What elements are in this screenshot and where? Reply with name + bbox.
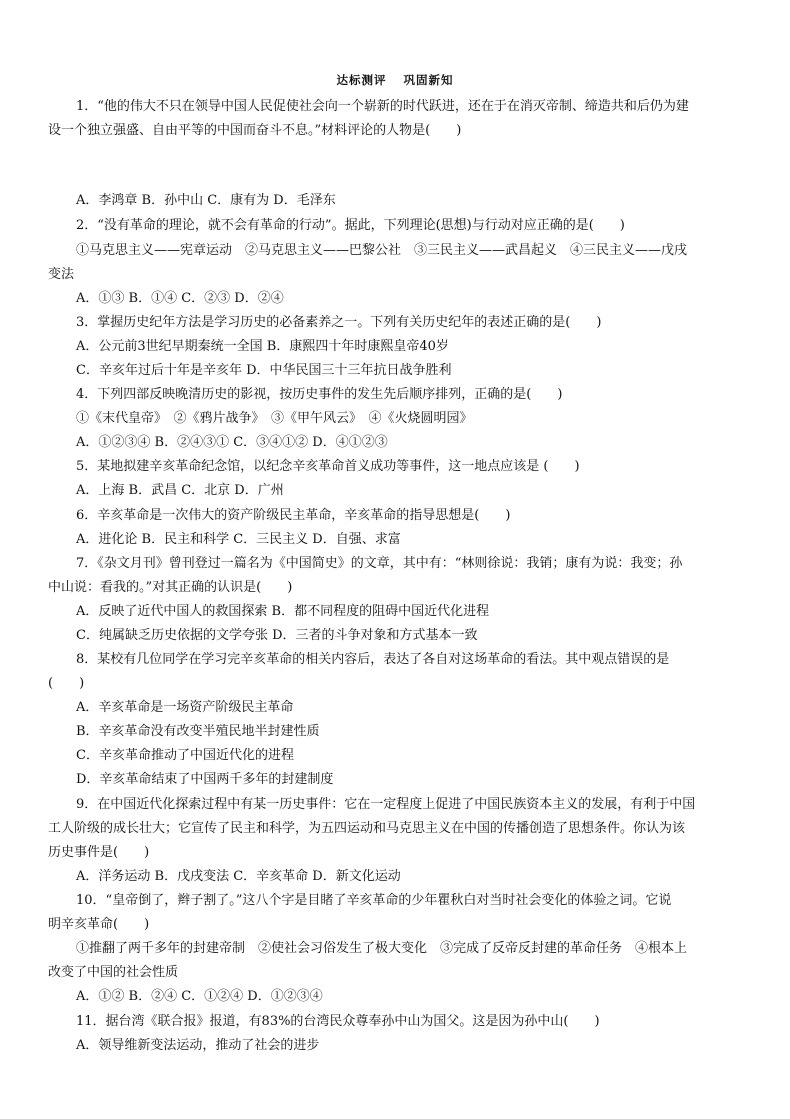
text-line: 8．某校有几位同学在学习完辛亥革命的相关内容后，表达了各自对这场革命的看法。其中观点错误的是 xyxy=(76,652,670,667)
section-heading xyxy=(0,72,790,88)
text-line: ①马克思主义——宪章运动 ②马克思主义——巴黎公社 ③三民主义——武昌起义 ④三民主义——戊戌 xyxy=(76,243,688,258)
text-line: 6．辛亥革命是一次伟大的资产阶级民主革命，辛亥革命的指导思想是( ) xyxy=(76,508,511,523)
text-line: A．辛亥革命是一场资产阶级民主革命 xyxy=(76,700,294,715)
text-line: A．李鸿章 B．孙中山 C．康有为 D．毛泽东 xyxy=(76,193,336,208)
text-line: A．洋务运动 B．戊戌变法 C．辛亥革命 D．新文化运动 xyxy=(76,869,401,884)
text-line: A．公元前3世纪早期秦统一全国 B．康熙四十年时康熙皇帝40岁 xyxy=(76,339,449,354)
text-line: 5．某地拟建辛亥革命纪念馆，以纪念辛亥革命首义成功等事件，这一地点应该是 ( ) xyxy=(76,459,580,474)
text-line: 工人阶级的成长壮大；它宣传了民主和科学，为五四运动和马克思主义在中国的传播创造了思想条件。你认为该 xyxy=(48,821,686,836)
text-line: A．反映了近代中国人的救国探索 B．都不同程度的阻碍中国近代化进程 xyxy=(76,604,490,619)
text-line: C．纯属缺乏历史依据的文学夸张 D．三者的斗争对象和方式基本一致 xyxy=(76,628,478,643)
text-line: 3．掌握历史纪年方法是学习历史的必备素养之一。下列有关历史纪年的表述正确的是( ) xyxy=(76,315,602,330)
text-line: ①推翻了两千多年的封建帝制 ②使社会习俗发生了极大变化 ③完成了反帝反封建的革命任务 ④根本上 xyxy=(76,941,688,956)
text-line: C．辛亥年过后十年是辛亥年 D．中华民国三十三年抗日战争胜利 xyxy=(76,363,452,378)
text-line: 2．“没有革命的理论，就不会有革命的行动”。据此，下列理论(思想)与行动对应正确的是( ) xyxy=(76,218,625,233)
heading-part-1: 达标测评 xyxy=(336,73,387,87)
text-line: 中山说：看我的。”对其正确的认识是( ) xyxy=(48,580,293,595)
text-line: 4．下列四部反映晚清历史的影视，按历史事件的发生先后顺序排列，正确的是( ) xyxy=(76,387,563,402)
text-line: 1．“他的伟大不只在领导中国人民促使社会向一个崭新的时代跃进，还在于在消灭帝制、缔造共和后仍为建 xyxy=(76,99,689,114)
text-line: 历史事件是( ) xyxy=(48,845,150,860)
text-line: ( ) xyxy=(48,676,85,691)
text-line: D．辛亥革命结束了中国两千多年的封建制度 xyxy=(76,772,334,787)
text-line: ①《末代皇帝》 ②《鸦片战争》 ③《甲午风云》 ④《火烧圆明园》 xyxy=(76,411,473,426)
text-line: C．辛亥革命推动了中国近代化的进程 xyxy=(76,748,294,763)
text-line: A．①②③④ B．②④③① C．③④①② D．④①②③ xyxy=(76,435,388,450)
text-line: 11．据台湾《联合报》报道，有83%的台湾民众尊奉孙中山为国父。这是因为孙中山( ) xyxy=(76,1014,600,1029)
heading-part-2: 巩固新知 xyxy=(403,73,454,87)
text-line: 变法 xyxy=(48,267,75,282)
text-line: 明辛亥革命( ) xyxy=(48,917,150,932)
text-line: A．①③ B．①④ C．②③ D．②④ xyxy=(76,291,284,306)
text-line: A．①② B．②④ C．①②④ D．①②③④ xyxy=(76,989,323,1004)
text-line: A．进化论 B．民主和科学 C．三民主义 D．自强、求富 xyxy=(76,532,401,547)
text-line: A．领导维新变法运动，推动了社会的进步 xyxy=(76,1038,320,1053)
text-line: A．上海 B．武昌 C．北京 D．广州 xyxy=(76,483,284,498)
text-line: B．辛亥革命没有改变半殖民地半封建性质 xyxy=(76,724,320,739)
text-line: 7．《杂文月刊》曾刊登过一篇名为《中国简史》的文章，其中有：“林则徐说：我销；康有为说：我变；孙 xyxy=(76,556,683,571)
text-line: 9．在中国近代化探索过程中有某一历史事件：它在一定程度上促进了中国民族资本主义的发展，有利于中国 xyxy=(76,797,696,812)
text-line: 10．“皇帝倒了，辫子割了。”这八个字是目睹了辛亥革命的少年瞿秋白对当时社会变化的体验之词。它说 xyxy=(76,893,672,908)
text-line: 设一个独立强盛、自由平等的中国而奋斗不息。”材料评论的人物是( ) xyxy=(48,123,462,138)
text-line: 改变了中国的社会性质 xyxy=(48,965,179,980)
